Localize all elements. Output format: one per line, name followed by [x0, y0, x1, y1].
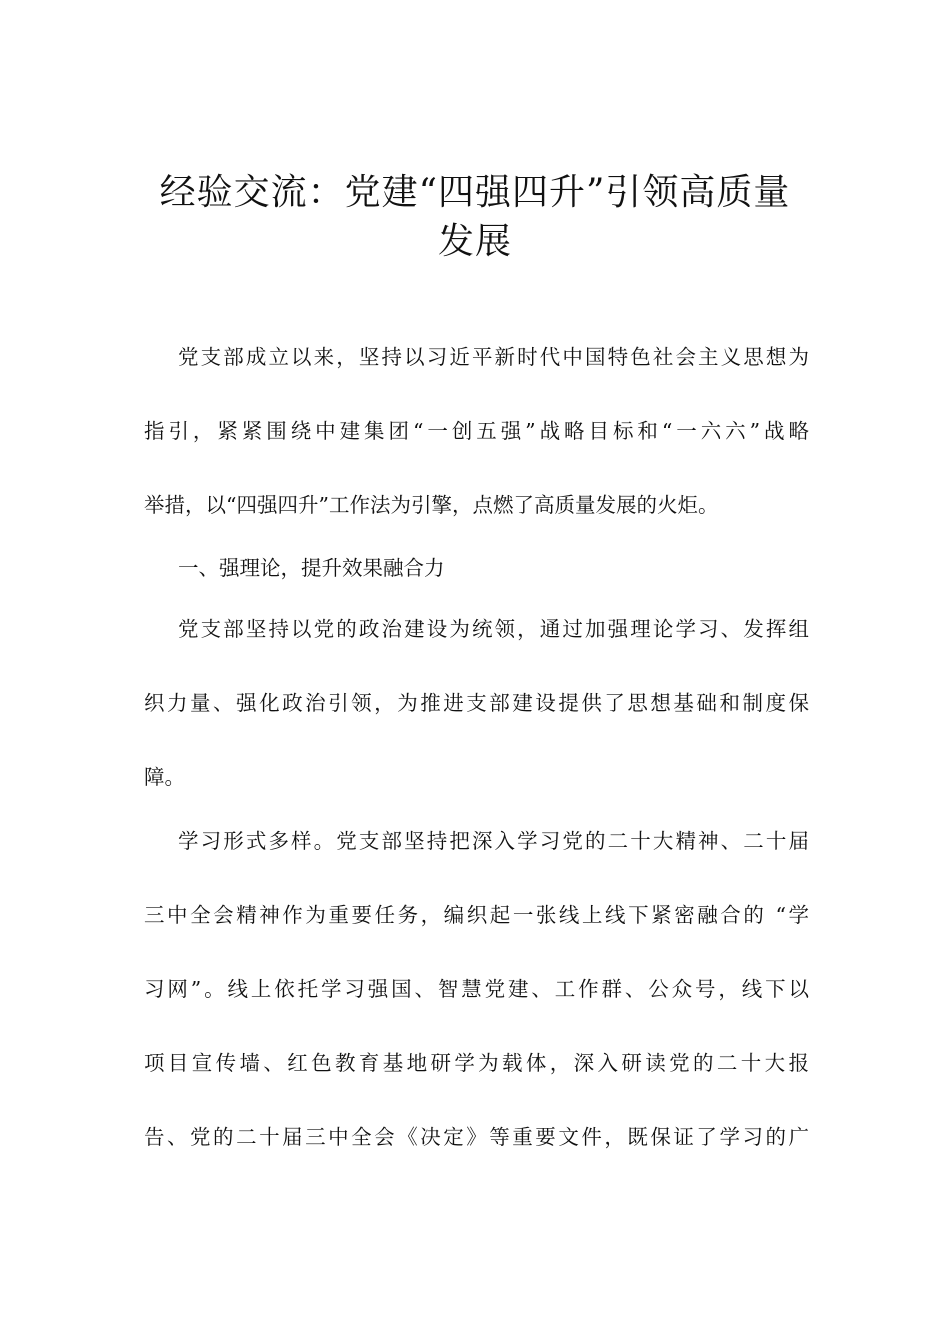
section-heading-1: 一、强理论，提升效果融合力	[178, 556, 445, 580]
paragraph-3-line-1: 学习形式多样。党支部坚持把深入学习党的二十大精神、二十届	[178, 829, 809, 853]
document-title-line-2: 发展	[437, 221, 512, 262]
paragraph-3-line-4: 项目宣传墙、红色教育基地研学为载体，深入研读党的二十大报	[144, 1051, 809, 1075]
paragraph-1-line-2: 指引，紧紧围绕中建集团“一创五强”战略目标和“一六六”战略	[144, 419, 809, 443]
paragraph-3-line-5: 告、党的二十届三中全会《决定》等重要文件，既保证了学习的广	[144, 1125, 809, 1149]
paragraph-3-line-3: 习网”。线上依托学习强国、智慧党建、工作群、公众号，线下以	[144, 977, 809, 1001]
paragraph-3-line-2: 三中全会精神作为重要任务，编织起一张线上线下紧密融合的 “学	[144, 903, 809, 927]
document-title-line-1: 经验交流：党建“四强四升”引领高质量	[159, 172, 791, 213]
paragraph-2-line-3: 障。	[144, 765, 185, 789]
paragraph-1-line-3: 举措，以“四强四升”工作法为引擎，点燃了高质量发展的火炬。	[144, 493, 719, 517]
paragraph-1-line-1: 党支部成立以来，坚持以习近平新时代中国特色社会主义思想为	[178, 345, 809, 369]
paragraph-2-line-1: 党支部坚持以党的政治建设为统领，通过加强理论学习、发挥组	[178, 617, 809, 641]
paragraph-2-line-2: 织力量、强化政治引领，为推进支部建设提供了思想基础和制度保	[144, 691, 809, 715]
